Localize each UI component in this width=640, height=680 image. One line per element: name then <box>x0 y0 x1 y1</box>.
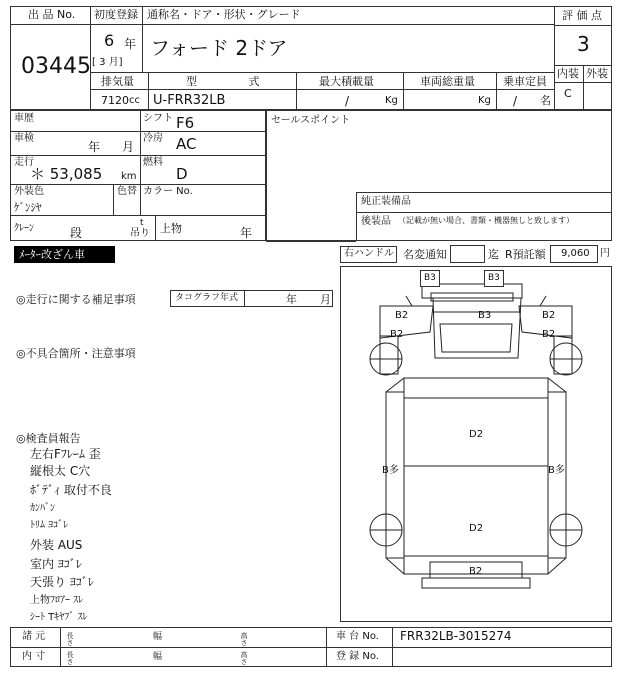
color-value: ｹﾞﾝｼﾔ <box>14 201 42 214</box>
tacho-month: 月 <box>320 293 331 306</box>
exterior-label: 外装 <box>586 67 608 80</box>
inner-length: 長さ <box>66 651 74 665</box>
aftermarket-note: （記載が無い場合、書類・機器無しと致します） <box>398 216 574 225</box>
name-change-label: 名変通知 <box>403 248 447 261</box>
meter-tampered-tag <box>14 246 115 263</box>
lot-label: 出 品 No. <box>28 8 76 21</box>
inspector-title: ◎検査員報告 <box>16 432 81 445</box>
inspector-line: 外装 AUS <box>30 538 83 552</box>
inspection-year: 年 <box>88 140 101 154</box>
damage-mark-floor-rear: D2 <box>469 523 484 534</box>
damage-mark-floor-front: D2 <box>469 429 484 440</box>
body-label: 上物 <box>160 222 182 235</box>
color-change-label: 色替 <box>117 186 137 197</box>
capacity-value: / <box>513 94 518 108</box>
model-label: 型 式 <box>186 75 260 88</box>
interior-label: 内装 <box>557 67 579 80</box>
steering-value: 右ハンドル <box>344 248 394 259</box>
inspection-month: 月 <box>122 140 135 154</box>
aftermarket-label: 後装品 <box>361 216 391 227</box>
dims-label: 諸 元 <box>22 631 46 642</box>
inspector-line: 室内 ﾖｺﾞﾚ <box>30 557 82 571</box>
reg-month: [ 3 月] <box>92 57 123 68</box>
body-year: 年 <box>240 226 253 240</box>
inspector-line: 縦根太 C穴 <box>30 464 91 478</box>
tacho-label: タコグラフ年式 <box>175 293 239 303</box>
name-label: 通称名・ドア・形状・グレード <box>147 8 301 21</box>
kg-unit-1: Kg <box>385 95 398 106</box>
recycle-label: R預託額 <box>505 248 546 261</box>
displacement-label: 排気量 <box>101 75 134 88</box>
gross-weight-label: 車両総重量 <box>420 75 475 88</box>
recycle-fee: 9,060 <box>561 248 590 259</box>
damage-mark-cab-left: B2 <box>395 310 409 321</box>
mileage-label: 走行 <box>14 157 34 168</box>
name-change-box <box>450 245 485 263</box>
crane-t: t <box>140 218 144 228</box>
inspector-line: ｼｰﾄ Tｷﾔﾌﾞ ｽﾚ <box>30 612 88 623</box>
inspector-line: 上物ﾌﾛｱｰ ｽﾚ <box>30 595 84 606</box>
sales-point-label: セールスポイント <box>271 115 351 126</box>
inspector-line: ｶﾝﾊﾞﾝ <box>30 503 55 514</box>
interior-grade: C <box>564 87 572 100</box>
shift-value: F6 <box>176 114 195 132</box>
shift-label: シフト <box>143 113 173 124</box>
damage-mark-windshield: B3 <box>478 310 492 321</box>
dims-height: 高さ <box>240 632 248 646</box>
damage-mark-tailgate: B2 <box>469 566 483 577</box>
max-load-label: 最大積載量 <box>319 75 374 88</box>
defects-title: ◎不具合箇所・注意事項 <box>16 347 136 360</box>
driving-notes-title: ◎走行に関する補足事項 <box>16 293 136 306</box>
crane-stage: 段 <box>70 226 83 240</box>
fuel-label: 燃料 <box>143 157 163 168</box>
dims-length: 長さ <box>66 632 74 646</box>
car-name: フォード 2ドア <box>150 36 288 60</box>
damage-mark-roof-right: B3 <box>484 270 504 287</box>
inspector-line: 天張り ﾖｺﾞﾚ <box>30 575 94 589</box>
inner-width: 幅 <box>153 652 163 662</box>
kg-unit-2: Kg <box>478 95 491 106</box>
aircon-label: 冷房 <box>143 133 163 144</box>
damage-mark-door-right: B2 <box>542 329 556 340</box>
capacity-label: 乗車定員 <box>503 75 547 88</box>
dims-width: 幅 <box>153 632 163 642</box>
reg-date-label: 初度登録 <box>94 8 138 21</box>
equipment-label: 純正装備品 <box>361 196 411 207</box>
history-label: 車歴 <box>14 113 34 124</box>
damage-mark-roof-left: B3 <box>420 270 440 287</box>
inner-height: 高さ <box>240 651 248 665</box>
cc-unit: cc <box>129 95 140 106</box>
inspector-line: 左右Fﾌﾚｰﾑ 歪 <box>30 447 101 461</box>
color-label: 外装色 <box>14 186 44 197</box>
damage-mark-side-left: B多 <box>382 465 399 476</box>
aircon-value: AC <box>176 135 197 153</box>
inspector-line: ﾄﾘﾑ ﾖｺﾞﾚ <box>30 520 69 531</box>
crane-hang: 吊り <box>130 228 150 239</box>
deadline-stamp: 迄 <box>488 248 499 261</box>
crane-label: ｸﾚｰﾝ <box>14 223 34 234</box>
km-unit: km <box>121 171 137 182</box>
damage-mark-side-right: B多 <box>548 465 565 476</box>
reg-year-unit: 年 <box>124 37 137 51</box>
lot-number: 03445 <box>21 54 91 79</box>
inspection-label: 車検 <box>14 133 34 144</box>
chassis-label: 車 台 No. <box>336 631 379 642</box>
registration-label: 登 録 No. <box>336 651 379 662</box>
tacho-year: 年 <box>286 293 297 306</box>
model-value: U-FRR32LB <box>153 93 226 108</box>
capacity-unit: 名 <box>540 94 551 107</box>
meter-tampered-text: ﾒｰﾀｰ改ざん車 <box>19 248 85 261</box>
displacement-value: 7120 <box>101 94 129 107</box>
score-label: 評 価 点 <box>562 9 602 22</box>
yen-unit: 円 <box>600 248 610 259</box>
reg-year: 6 <box>104 31 115 50</box>
max-load-value: / <box>345 94 350 108</box>
damage-mark-door-left: B2 <box>390 329 404 340</box>
interior-size-label: 内 寸 <box>22 651 46 662</box>
chassis-number: FRR32LB-3015274 <box>400 629 512 643</box>
damage-mark-cab-right: B2 <box>542 310 556 321</box>
score: 3 <box>577 32 590 56</box>
fuel-value: D <box>176 165 188 183</box>
mileage-value: ＊ 53,085 <box>30 165 103 183</box>
inspector-line: ﾎﾞﾃﾞｨ 取付不良 <box>30 483 112 497</box>
color-no-label: カラー No. <box>143 186 193 197</box>
